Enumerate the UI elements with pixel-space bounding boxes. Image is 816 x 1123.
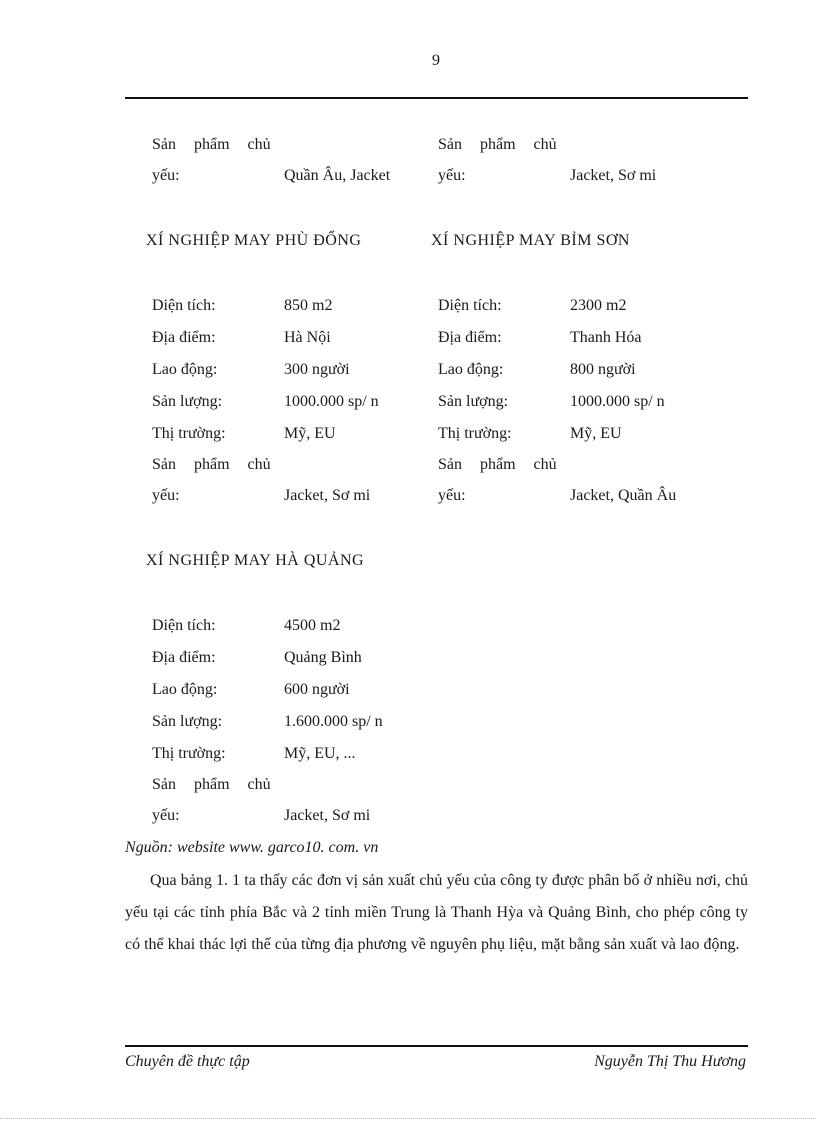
product-label-line2: yếu: <box>438 487 466 504</box>
product-label-line2: yếu: <box>438 167 466 184</box>
source-note: Nguồn: website www. garco10. com. vn <box>125 839 379 856</box>
field-label: Diện tích: <box>152 297 216 314</box>
bottom-dotted-border <box>0 1118 816 1119</box>
product-label-line1: Sản phẩm chủ <box>152 776 271 793</box>
field-value: 300 người <box>284 361 350 378</box>
field-value: 1000.000 sp/ n <box>570 393 665 410</box>
factory-name: XÍ NGHIỆP MAY PHÙ ĐỔNG <box>146 232 362 249</box>
field-label: Sản lượng: <box>152 393 223 410</box>
field-value: Hà Nội <box>284 329 331 346</box>
product-value: Quần Âu, Jacket <box>284 167 391 184</box>
product-label-line1: Sản phẩm chủ <box>438 136 557 153</box>
factory-name: XÍ NGHIỆP MAY HÀ QUẢNG <box>146 552 365 569</box>
product-label-line2: yếu: <box>152 487 180 504</box>
field-value: 800 người <box>570 361 636 378</box>
field-label: Thị trường: <box>438 425 512 442</box>
field-value: Mỹ, EU <box>284 425 336 442</box>
factory-name: XÍ NGHIỆP MAY BỈM SƠN <box>431 232 630 249</box>
field-value: 4500 m2 <box>284 617 341 634</box>
product-label-line1: Sản phẩm chủ <box>152 456 271 473</box>
field-value: Mỹ, EU, ... <box>284 745 356 762</box>
product-label-line1: Sản phẩm chủ <box>152 136 271 153</box>
product-label-line2: yếu: <box>152 167 180 184</box>
field-label: Địa điểm: <box>152 329 216 346</box>
field-value: 1000.000 sp/ n <box>284 393 379 410</box>
field-label: Lao động: <box>152 681 218 698</box>
product-label-line1: Sản phẩm chủ <box>438 456 557 473</box>
field-value: 600 người <box>284 681 350 698</box>
field-label: Địa điểm: <box>152 649 216 666</box>
body-paragraph: Qua bảng 1. 1 ta thấy các đơn vị sản xuất chủ yếu của công ty được phân bố ở nhiều nơi, chủ yếu tại các tỉnh phía Bắc và 2 tỉnh miền Trung là Thanh Hỳa và Quảng Bình, cho phép công ty có thể khai thác lợi thế của từng địa phương về nguyên phụ liệu, mặt bằng sản xuất và lao động. <box>125 872 748 953</box>
field-label: Địa điểm: <box>438 329 502 346</box>
field-label: Thị trường: <box>152 425 226 442</box>
field-value: Thanh Hóa <box>570 329 642 346</box>
field-label: Sản lượng: <box>438 393 509 410</box>
product-value: Jacket, Quần Âu <box>570 487 677 504</box>
field-label: Diện tích: <box>152 617 216 634</box>
product-value: Jacket, Sơ mi <box>284 487 371 504</box>
field-label: Lao động: <box>438 361 504 378</box>
footer-right: Nguyễn Thị Thu Hương <box>594 1053 746 1070</box>
page-number: 9 <box>432 52 440 69</box>
footer-left: Chuyên đề thực tập <box>125 1053 250 1070</box>
product-label-line2: yếu: <box>152 807 180 824</box>
field-label: Thị trường: <box>152 745 226 762</box>
field-label: Lao động: <box>152 361 218 378</box>
field-value: 850 m2 <box>284 297 333 314</box>
product-value: Jacket, Sơ mi <box>570 167 657 184</box>
field-label: Diện tích: <box>438 297 502 314</box>
field-value: Mỹ, EU <box>570 425 622 442</box>
field-label: Sản lượng: <box>152 713 223 730</box>
header-rule <box>125 97 748 99</box>
field-value: 2300 m2 <box>570 297 627 314</box>
field-value: Quảng Bình <box>284 649 362 666</box>
footer-rule <box>125 1045 748 1047</box>
field-value: 1.600.000 sp/ n <box>284 713 383 730</box>
product-value: Jacket, Sơ mi <box>284 807 371 824</box>
